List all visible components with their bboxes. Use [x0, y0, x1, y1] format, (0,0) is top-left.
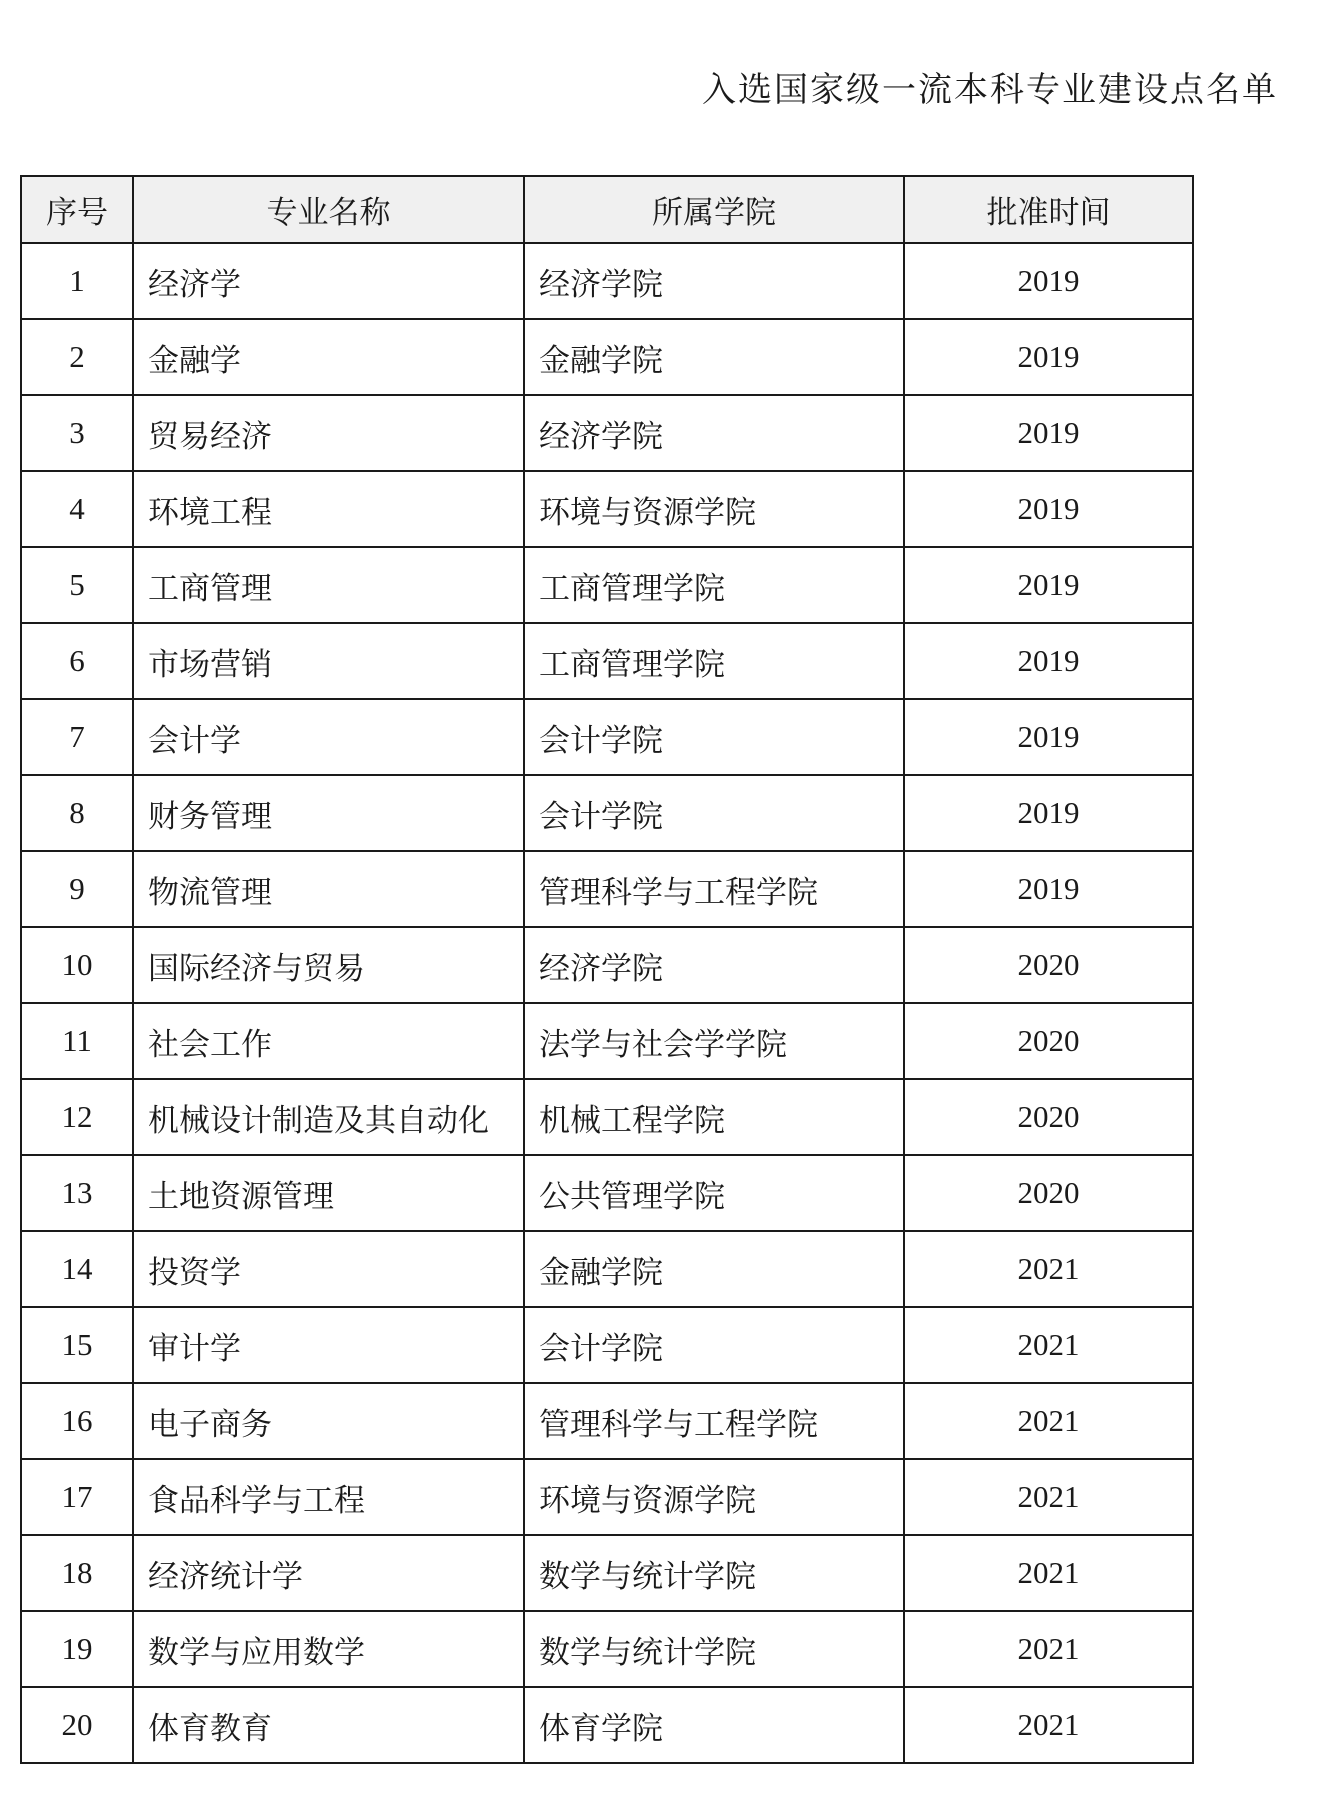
cell-index: 18: [21, 1535, 133, 1611]
cell-approval-year: 2020: [904, 927, 1193, 1003]
cell-index: 17: [21, 1459, 133, 1535]
cell-index: 7: [21, 699, 133, 775]
cell-index: 13: [21, 1155, 133, 1231]
cell-index: 3: [21, 395, 133, 471]
major-list-table: [20, 175, 1194, 1764]
table-row: [21, 1459, 1193, 1535]
cell-major-name: 审计学: [133, 1307, 524, 1383]
table-row: [21, 851, 1193, 927]
header-index: 序号: [21, 176, 133, 243]
table-row: [21, 1079, 1193, 1155]
cell-index: 14: [21, 1231, 133, 1307]
cell-college: 工商管理学院: [524, 623, 904, 699]
table-row: [21, 1003, 1193, 1079]
document-title: 入选国家级一流本科专业建设点名单: [702, 70, 1278, 110]
cell-index: 8: [21, 775, 133, 851]
cell-approval-year: 2021: [904, 1459, 1193, 1535]
cell-major-name: 金融学: [133, 319, 524, 395]
cell-major-name: 贸易经济: [133, 395, 524, 471]
table-row: [21, 547, 1193, 623]
cell-approval-year: 2021: [904, 1535, 1193, 1611]
cell-index: 1: [21, 243, 133, 319]
cell-major-name: 会计学: [133, 699, 524, 775]
header-college: 所属学院: [524, 176, 904, 243]
table-row: [21, 927, 1193, 1003]
header-row: [21, 176, 1193, 243]
cell-index: 12: [21, 1079, 133, 1155]
cell-college: 环境与资源学院: [524, 1459, 904, 1535]
cell-college: 会计学院: [524, 1307, 904, 1383]
cell-approval-year: 2019: [904, 851, 1193, 927]
cell-college: 环境与资源学院: [524, 471, 904, 547]
cell-major-name: 财务管理: [133, 775, 524, 851]
cell-major-name: 机械设计制造及其自动化: [133, 1079, 524, 1155]
cell-college: 管理科学与工程学院: [524, 1383, 904, 1459]
cell-index: 2: [21, 319, 133, 395]
header-major: 专业名称: [133, 176, 524, 243]
cell-approval-year: 2019: [904, 395, 1193, 471]
cell-college: 经济学院: [524, 927, 904, 1003]
cell-major-name: 经济学: [133, 243, 524, 319]
cell-index: 6: [21, 623, 133, 699]
cell-approval-year: 2019: [904, 243, 1193, 319]
cell-approval-year: 2019: [904, 775, 1193, 851]
cell-college: 数学与统计学院: [524, 1611, 904, 1687]
table-row: [21, 1687, 1193, 1763]
cell-college: 工商管理学院: [524, 547, 904, 623]
cell-college: 公共管理学院: [524, 1155, 904, 1231]
cell-approval-year: 2019: [904, 319, 1193, 395]
cell-approval-year: 2020: [904, 1155, 1193, 1231]
cell-major-name: 国际经济与贸易: [133, 927, 524, 1003]
cell-major-name: 数学与应用数学: [133, 1611, 524, 1687]
cell-major-name: 市场营销: [133, 623, 524, 699]
cell-college: 金融学院: [524, 1231, 904, 1307]
cell-approval-year: 2019: [904, 471, 1193, 547]
cell-major-name: 体育教育: [133, 1687, 524, 1763]
cell-college: 体育学院: [524, 1687, 904, 1763]
table-row: [21, 1611, 1193, 1687]
cell-index: 5: [21, 547, 133, 623]
cell-approval-year: 2019: [904, 547, 1193, 623]
cell-major-name: 电子商务: [133, 1383, 524, 1459]
table-row: [21, 623, 1193, 699]
cell-college: 法学与社会学学院: [524, 1003, 904, 1079]
cell-college: 数学与统计学院: [524, 1535, 904, 1611]
table-row: [21, 395, 1193, 471]
cell-major-name: 工商管理: [133, 547, 524, 623]
cell-major-name: 物流管理: [133, 851, 524, 927]
cell-college: 经济学院: [524, 243, 904, 319]
table-row: [21, 243, 1193, 319]
table-row: [21, 775, 1193, 851]
cell-college: 机械工程学院: [524, 1079, 904, 1155]
cell-major-name: 环境工程: [133, 471, 524, 547]
cell-college: 金融学院: [524, 319, 904, 395]
cell-index: 15: [21, 1307, 133, 1383]
cell-index: 19: [21, 1611, 133, 1687]
cell-college: 会计学院: [524, 775, 904, 851]
cell-college: 管理科学与工程学院: [524, 851, 904, 927]
cell-approval-year: 2021: [904, 1383, 1193, 1459]
cell-index: 9: [21, 851, 133, 927]
table-row: [21, 1307, 1193, 1383]
cell-approval-year: 2020: [904, 1079, 1193, 1155]
cell-college: 经济学院: [524, 395, 904, 471]
cell-approval-year: 2019: [904, 623, 1193, 699]
table-row: [21, 471, 1193, 547]
cell-major-name: 投资学: [133, 1231, 524, 1307]
table-row: [21, 1155, 1193, 1231]
cell-index: 11: [21, 1003, 133, 1079]
cell-approval-year: 2021: [904, 1231, 1193, 1307]
table-row: [21, 1231, 1193, 1307]
cell-college: 会计学院: [524, 699, 904, 775]
cell-approval-year: 2021: [904, 1307, 1193, 1383]
cell-index: 10: [21, 927, 133, 1003]
cell-index: 4: [21, 471, 133, 547]
cell-index: 16: [21, 1383, 133, 1459]
table-row: [21, 319, 1193, 395]
cell-major-name: 土地资源管理: [133, 1155, 524, 1231]
cell-major-name: 经济统计学: [133, 1535, 524, 1611]
table-row: [21, 1383, 1193, 1459]
cell-approval-year: 2021: [904, 1687, 1193, 1763]
cell-approval-year: 2020: [904, 1003, 1193, 1079]
cell-index: 20: [21, 1687, 133, 1763]
table-body: [21, 243, 1193, 1763]
cell-major-name: 食品科学与工程: [133, 1459, 524, 1535]
header-year: 批准时间: [904, 176, 1193, 243]
table-row: [21, 699, 1193, 775]
cell-approval-year: 2019: [904, 699, 1193, 775]
table-row: [21, 1535, 1193, 1611]
cell-approval-year: 2021: [904, 1611, 1193, 1687]
table-header: [21, 176, 1193, 243]
cell-major-name: 社会工作: [133, 1003, 524, 1079]
